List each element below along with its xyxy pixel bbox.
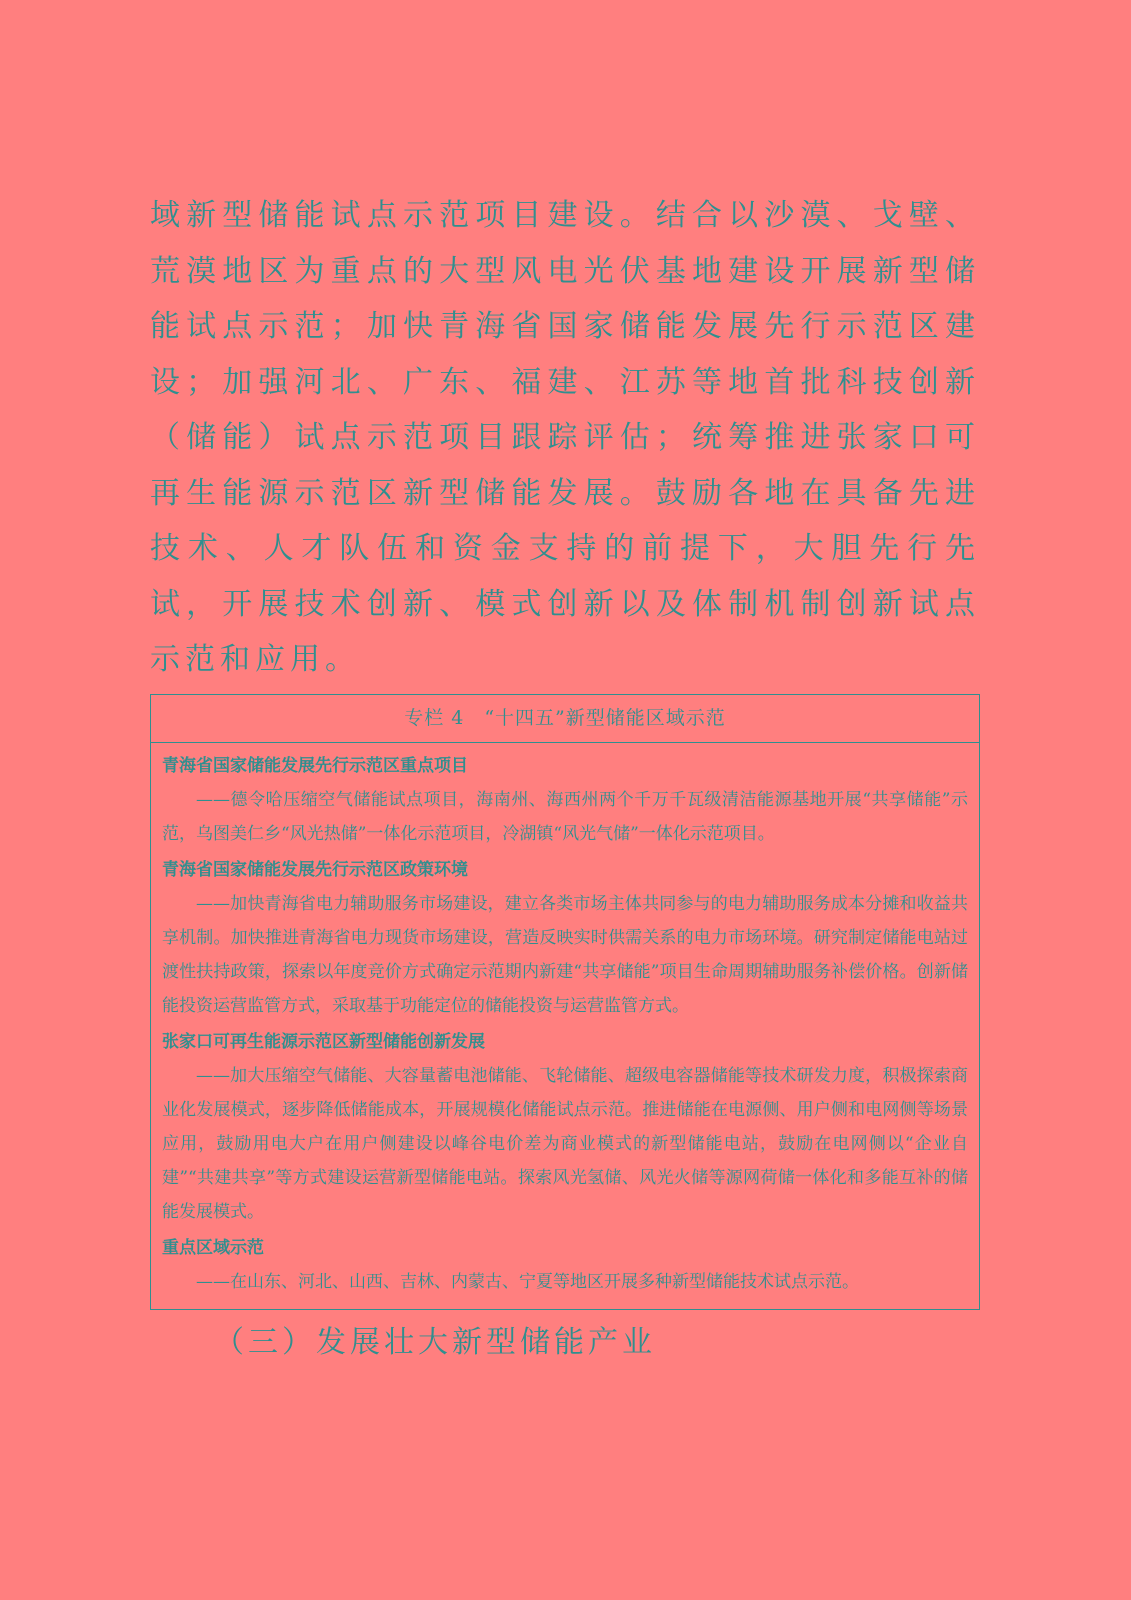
section-heading: 张家口可再生能源示范区新型储能创新发展 [162, 1031, 485, 1052]
section-heading: 青海省国家储能发展先行示范区政策环境 [162, 859, 468, 880]
section-text: ——德令哈压缩空气储能试点项目，海南州、海西州两个千万千瓦级清洁能源基地开展“共享储能”示范，乌图美仁乡“风光热储”一体化示范项目，冷湖镇“风光气储”一体化示范项目。 [162, 789, 968, 844]
box-title: 专栏 4 “十四五”新型储能区域示范 [151, 695, 979, 743]
section-text: ——加大压缩空气储能、大容量蓄电池储能、飞轮储能、超级电容器储能等技术研发力度，积极探索商业化发展模式，逐步降低储能成本，开展规模化储能试点示范。推进储能在电源侧、用户侧和电网侧等场景应用，鼓励用电大户在用户侧建设以峰谷电价差为商业模式的新型储能电站，鼓励在电网侧以“企业自建”“共建共享”等方式建设运营新型储能电站。探索风光氢储、风光火储等源网荷储一体化和多能互补的储能发展模式。 [162, 1065, 968, 1222]
section-heading: 重点区域示范 [162, 1237, 264, 1258]
section-heading: 青海省国家储能发展先行示范区重点项目 [162, 755, 468, 776]
section-text: ——加快青海省电力辅助服务市场建设，建立各类市场主体共同参与的电力辅助服务成本分摊和收益共享机制。加快推进青海省电力现货市场建设，营造反映实时供需关系的电力市场环境。研究制定储能电站过渡性扶持政策，探索以年度竞价方式确定示范期内新建“共享储能”项目生命周期辅助服务补偿价格。创新储能投资运营监管方式，采取基于功能定位的储能投资与运营监管方式。 [162, 893, 968, 1016]
box-content [151, 743, 979, 1309]
section-text: ——在山东、河北、山西、吉林、内蒙古、宁夏等地区开展多种新型储能技术试点示范。 [196, 1271, 859, 1292]
body-paragraph: 域新型储能试点示范项目建设。结合以沙漠、戈壁、荒漠地区为重点的大型风电光伏基地建设开展新型储能试点示范；加快青海省国家储能发展先行示范区建设；加强河北、广东、福建、江苏等地首批科技创新（储能）试点示范项目跟踪评估；统筹推进张家口可再生能源示范区新型储能发展。鼓励各地在具备先进技术、人才队伍和资金支持的前提下，大胆先行先试，开展技术创新、模式创新以及体制机制创新试点示范和应用。 [150, 198, 980, 677]
section-subheading: （三）发展壮大新型储能产业 [214, 1324, 656, 1360]
page-content [150, 188, 980, 1370]
column-box [150, 694, 980, 1310]
